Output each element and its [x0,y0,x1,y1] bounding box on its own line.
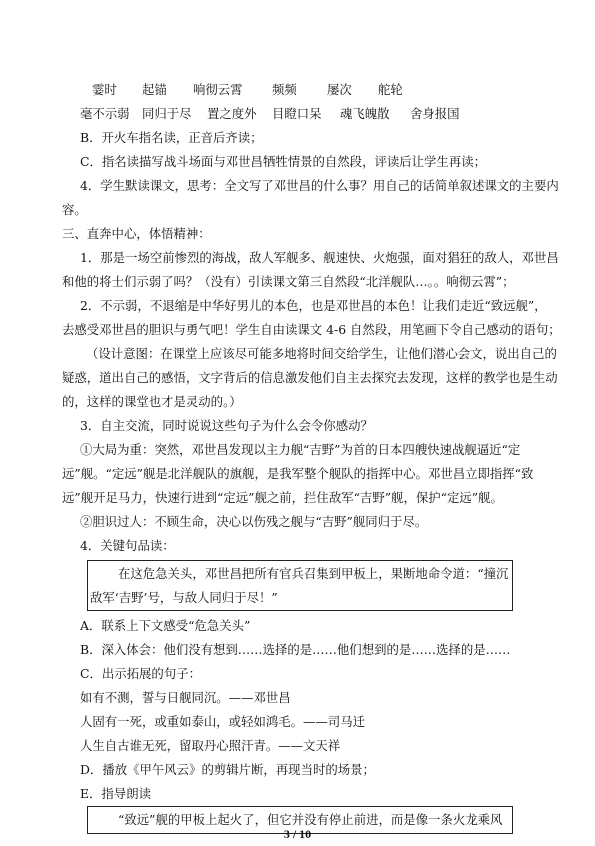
vocab-word: 频频 [272,82,297,97]
vocab-word: 同归于尽 [142,106,192,121]
vocab-word: 置之度外 [207,106,257,121]
text-line: （设计意图：在课堂上应该尽可能多地将时间交给学生，让他们潜心会文，说出自己的 [86,346,557,361]
vocab-row-2 [0,102,595,126]
text-line: 的，这样的课堂也才是灵动的。） [62,394,242,409]
vocab-word: 舍身报国 [410,106,460,121]
text-line: 3．自主交流，同时说说这些句子为什么会令你感动？ [80,418,373,433]
vocab-word: 屡次 [327,82,352,97]
quote-citation: 如有不测，誓与日舰同沉。——邓世昌 [80,690,291,705]
quote-citation: 人生自古谁无死，留取丹心照汗青。——文天祥 [80,738,341,753]
text-line: B．开火车指名读，正音后齐读； [80,130,263,145]
vocab-word: 魂飞魄散 [340,106,390,121]
vocab-word: 毫不示弱 [80,106,130,121]
text-line: 疑惑，道出自己的感悟，文字背后的信息激发他们自主去探究去发现，这样的教学也是生动 [62,370,558,385]
text-line: 4．关键句品读： [80,538,175,553]
text-line: ①大局为重：突然，邓世昌发现以主力舰“吉野”为首的日本四艘快速战舰逼近“定 [80,442,521,457]
text-line: A．联系上下文感受“危急关头” [80,618,251,633]
vocab-word: 舵轮 [378,82,403,97]
text-line: D．播放《甲午风云》的剪辑片断，再现当时的场景； [80,762,375,777]
text-line: E．指导朗读 [80,786,151,801]
text-line: C．出示拓展的句子： [80,666,201,681]
text-line: 和他的将士们示弱了吗？（没有）引读课文第三自然段“北洋舰队…。。响彻云霄”； [62,274,515,289]
vocab-word: 霎时 [92,82,117,97]
quote-box [87,560,513,611]
text-line: 容。 [62,202,87,217]
section-heading: 三、直奔中心，体悟精神： [62,226,211,241]
text-line: 1．那是一场空前惨烈的海战，敌人军舰多、舰速快、火炮强，面对猖狂的敌人，邓世昌 [80,250,559,265]
text-line: 远”舰开足马力，快速行进到“定远”舰之前，拦住敌军“吉野”舰，保护“定远”舰。 [62,490,503,505]
quote-line: 敌军‘吉野’号，与敌人同归于尽！” [90,590,278,605]
vocab-row-1 [0,78,595,102]
vocab-word: 目瞪口呆 [272,106,322,121]
text-line: 4．学生默读课文，思考：全文写了邓世昌的什么事？用自己的话简单叙述课文的主要内 [80,178,559,193]
text-line: ②胆识过人：不顾生命，决心以伤残之舰与“吉野”舰同归于尽。 [80,514,428,529]
text-line: B．深入体会：他们没有想到……选择的是……他们想到的是……选择的是…… [80,642,511,657]
text-line: 2．不示弱，不退缩是中华好男儿的本色，也是邓世昌的本色！让我们走近“致远舰”， [80,298,547,313]
page-number: 3 / 10 [283,827,312,841]
reading-line: “致远”舰的甲板上起火了，但它并没有停止前进，而是像一条火龙乘风 [118,812,503,827]
text-line: 去感受邓世昌的胆识与勇气吧！学生自由读课文 4-6 自然段，用笔画下令自己感动的语句； [62,322,561,337]
text-line: 远”舰。“定远”舰是北洋舰队的旗舰，是我军整个舰队的指挥中心。邓世昌立即指挥“致 [62,466,534,481]
quote-citation: 人固有一死，或重如泰山，或轻如鸿毛。——司马迁 [80,714,365,729]
quote-line: 在这危急关头，邓世昌把所有官兵召集到甲板上，果断地命令道：“撞沉 [118,566,509,581]
vocab-word: 起锚 [142,82,167,97]
text-line: C．指名读描写战斗场面与邓世昌牺牲情景的自然段，评读后让学生再读； [80,154,486,169]
vocab-word: 响彻云霄 [193,82,243,97]
